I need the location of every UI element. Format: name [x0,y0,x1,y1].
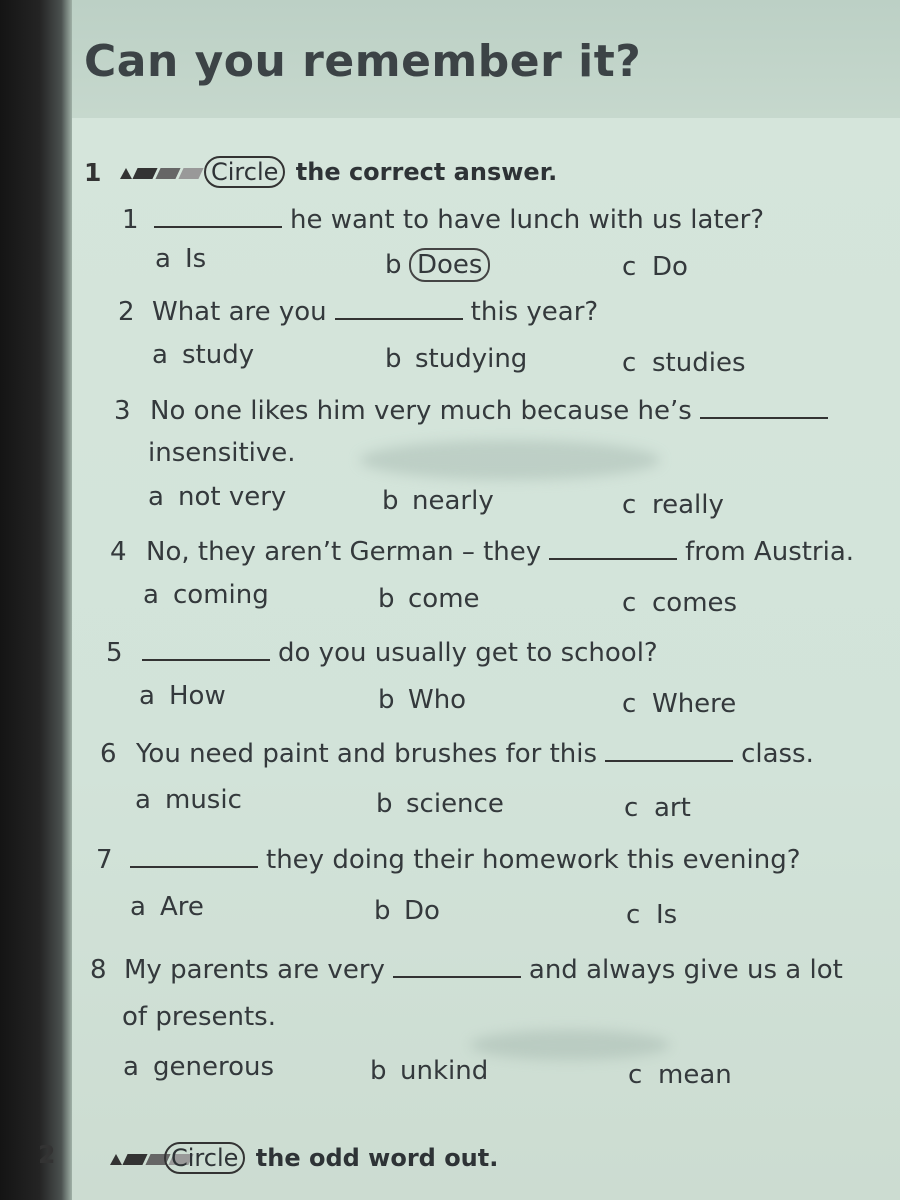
question-text-after: class. [741,739,814,769]
option-letter: b [378,685,395,715]
option-text: Who [408,685,467,715]
option-letter: b [385,250,402,280]
option-text: really [652,490,724,520]
option-letter: a [143,580,159,610]
answer-option-c[interactable] [622,689,736,719]
answer-option-a[interactable] [155,244,206,274]
option-letter: a [155,244,171,274]
answer-option-b[interactable] [370,1056,488,1086]
question-number: 1 [122,205,139,235]
circled-instruction-word: Circle [164,1142,245,1174]
option-text: How [169,681,226,711]
question-number: 7 [96,845,113,875]
option-text: Do [404,896,440,926]
answer-blank[interactable] [605,756,733,762]
answer-option-c[interactable] [622,588,737,618]
answer-option-b[interactable] [376,789,504,819]
page-smudge [470,1030,670,1060]
answer-option-b[interactable] [385,344,527,374]
option-text: study [182,340,255,370]
option-text: studies [652,348,746,378]
option-letter: b [378,584,395,614]
question-text-after: and always give us a lot [528,955,843,985]
circled-instruction-word: Circle [204,156,285,188]
option-letter: c [624,793,639,823]
question-number: 3 [114,396,131,426]
answer-blank[interactable] [335,314,463,320]
answer-option-a[interactable] [123,1052,274,1082]
page-smudge [360,440,660,480]
triangle-icon [110,1154,122,1165]
option-letter: b [374,896,391,926]
answer-option-a[interactable] [130,892,204,922]
option-text: coming [173,580,269,610]
question-text [130,845,801,875]
question-number: 2 [118,297,135,327]
question-text [124,955,843,985]
question-text-continued: insensitive. [148,438,296,468]
option-letter: b [385,344,402,374]
option-letter: c [622,348,637,378]
option-text: Do [652,252,688,282]
answer-blank[interactable] [549,554,677,560]
answer-option-c[interactable] [628,1060,732,1090]
answer-option-a[interactable] [139,681,226,711]
option-letter: a [130,892,146,922]
answer-blank[interactable] [130,862,258,868]
question-text [146,537,854,567]
question-number: 4 [110,537,127,567]
answer-option-b[interactable] [378,685,466,715]
option-text: come [408,584,480,614]
answer-blank[interactable] [142,655,270,661]
option-letter: b [370,1056,387,1086]
option-letter: c [622,689,637,719]
exercise-instruction [164,1142,498,1174]
answer-option-a[interactable] [148,482,286,512]
question-number: 6 [100,739,117,769]
answer-option-c[interactable] [622,252,688,282]
question-text-before: No, they aren’t German – they [146,537,542,567]
question-text [150,396,836,426]
question-text [154,205,764,235]
question-number: 8 [90,955,107,985]
option-text: Are [160,892,204,922]
option-letter: a [139,681,155,711]
triangle-icon [120,168,132,179]
option-text: music [165,785,242,815]
question-text-continued: of presents. [122,1002,276,1032]
answer-blank[interactable] [154,222,282,228]
option-text: science [406,789,504,819]
option-letter: b [382,486,399,516]
option-letter: c [622,490,637,520]
answer-option-b[interactable] [385,248,490,282]
option-letter: a [123,1052,139,1082]
answer-option-a[interactable] [135,785,242,815]
option-letter: c [622,588,637,618]
option-letter: c [626,900,641,930]
question-text-before: What are you [152,297,327,327]
option-text: nearly [412,486,494,516]
question-text-after: he want to have lunch with us later? [290,205,765,235]
question-text [142,638,658,668]
question-text-before: You need paint and brushes for this [136,739,598,769]
question-text-before: My parents are very [124,955,385,985]
option-text: art [654,793,691,823]
answer-option-a[interactable] [143,580,269,610]
circled-answer: Does [409,248,490,282]
exercise-instruction [204,156,557,188]
option-text: Is [656,900,678,930]
question-text-after: from Austria. [685,537,855,567]
option-letter: c [628,1060,643,1090]
instruction-text: the correct answer. [295,158,558,186]
question-text-after: this year? [470,297,599,327]
question-text-after: do you usually get to school? [278,638,658,668]
answer-option-b[interactable] [374,896,440,926]
option-text: mean [658,1060,732,1090]
option-letter: a [148,482,164,512]
answer-option-b[interactable] [378,584,480,614]
answer-option-c[interactable] [626,900,677,930]
difficulty-bar [155,168,180,179]
answer-option-c[interactable] [622,348,746,378]
option-letter: c [622,252,637,282]
option-text: unkind [400,1056,489,1086]
option-text: not very [178,482,287,512]
option-text: comes [652,588,738,618]
answer-blank[interactable] [393,972,521,978]
book-binding [0,0,72,1200]
question-number: 5 [106,638,123,668]
option-text: Where [652,689,737,719]
difficulty-bar [122,1154,147,1165]
answer-blank[interactable] [700,413,828,419]
option-letter: a [135,785,151,815]
question-text-before: No one likes him very much because he’s [150,396,692,426]
page-title: Can you remember it? [84,36,642,87]
option-letter: a [152,340,168,370]
exercise-number: 1 [84,158,102,187]
question-text-after: they doing their homework this evening? [266,845,801,875]
option-text: studying [415,344,528,374]
difficulty-bar [132,168,157,179]
question-text [136,739,814,769]
question-text [152,297,598,327]
instruction-text: the odd word out. [255,1144,499,1172]
difficulty-indicator [120,168,201,179]
option-text: Is [185,244,207,274]
option-letter: b [376,789,393,819]
exercise-number: 2 [38,1140,56,1169]
answer-option-b[interactable] [382,486,494,516]
option-text: generous [153,1052,275,1082]
answer-option-c[interactable] [624,793,691,823]
difficulty-bar [178,168,203,179]
answer-option-a[interactable] [152,340,254,370]
answer-option-c[interactable] [622,490,724,520]
